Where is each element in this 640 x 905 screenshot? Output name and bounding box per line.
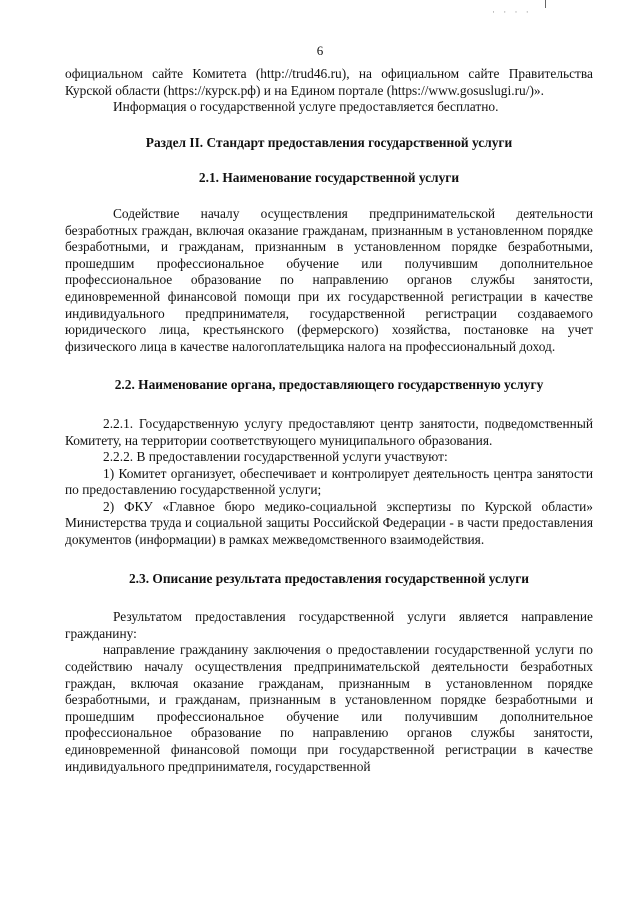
paragraph-2-2-2-item-1: 1) Комитет организует, обеспечивает и контролирует деятельность центра занятости по предоставлению государственной услуги; <box>65 465 593 498</box>
scan-artifact: · · · · <box>492 7 532 17</box>
heading-2-3: 2.3. Описание результата предоставления государственной услуги <box>128 570 530 586</box>
section-title: Раздел II. Стандарт предоставления государственной услуги <box>145 134 513 150</box>
intro-paragraph-2: Информация о государственной услуге предоставляется бесплатно. <box>113 99 499 115</box>
heading-2-2: 2.2. Наименование органа, предоставляющего государственную услугу <box>114 377 544 393</box>
paragraph-2-3-2: направление гражданину заключения о предоставлении государственной услуги по содействию началу осуществления предпринимательской деятельности безработных граждан, включая оказание гражданам, признанным в установленном порядке безработными, и гражданам, признанным в установленном порядке безработными и прошедшим профессиональное обучение или получившим дополнительное профессиональное образование по направлению органов службы занятости, единовременной финансовой помощи при государственной регистрации в качестве индивидуального предпринимателя, государственной <box>65 642 593 774</box>
paragraph-2-2-1: 2.2.1. Государственную услугу предоставляют центр занятости, подведомственный Комитету, на территории соответствующего муниципального образования. <box>65 415 593 448</box>
page-number: 6 <box>316 43 324 58</box>
paragraph-2-2-2: 2.2.2. В предоставлении государственной услуги участвуют: <box>103 449 448 465</box>
heading-2-1: 2.1. Наименование государственной услуги <box>198 170 460 186</box>
paragraph-2-1: Содействие началу осуществления предпринимательской деятельности безработных граждан, включая оказание гражданам, признанным в установленном порядке безработными, и гражданам, признанным в установленном порядке безработными, прошедшим профессиональное обучение или получившим дополнительное профессиональное образование по направлению органов службы занятости, единовременной финансовой помощи при их государственной регистрации в качестве индивидуального предпринимателя, государственной регистрации создаваемого юридического лица, крестьянского (фермерского) хозяйства, постановке на учет физического лица в качестве налогоплательщика налога на профессиональный доход. <box>65 205 593 354</box>
intro-paragraph-1: официальном сайте Комитета (http://trud46.ru), на официальном сайте Правительства Курской области (https://курск.рф) и на Едином портале (https://www.gosuslugi.ru/)». <box>65 66 593 98</box>
scan-artifact-line <box>545 0 546 8</box>
document-body <box>65 66 593 775</box>
paragraph-2-3-1: Результатом предоставления государственной услуги является направление гражданину: <box>65 609 593 641</box>
paragraph-2-2-2-item-2: 2) ФКУ «Главное бюро медико-социальной экспертизы по Курской области» Министерства труда и социальной защиты Российской Федерации - в части предоставления документов (информации) в рамках межведомственного взаимодействия. <box>65 498 593 548</box>
